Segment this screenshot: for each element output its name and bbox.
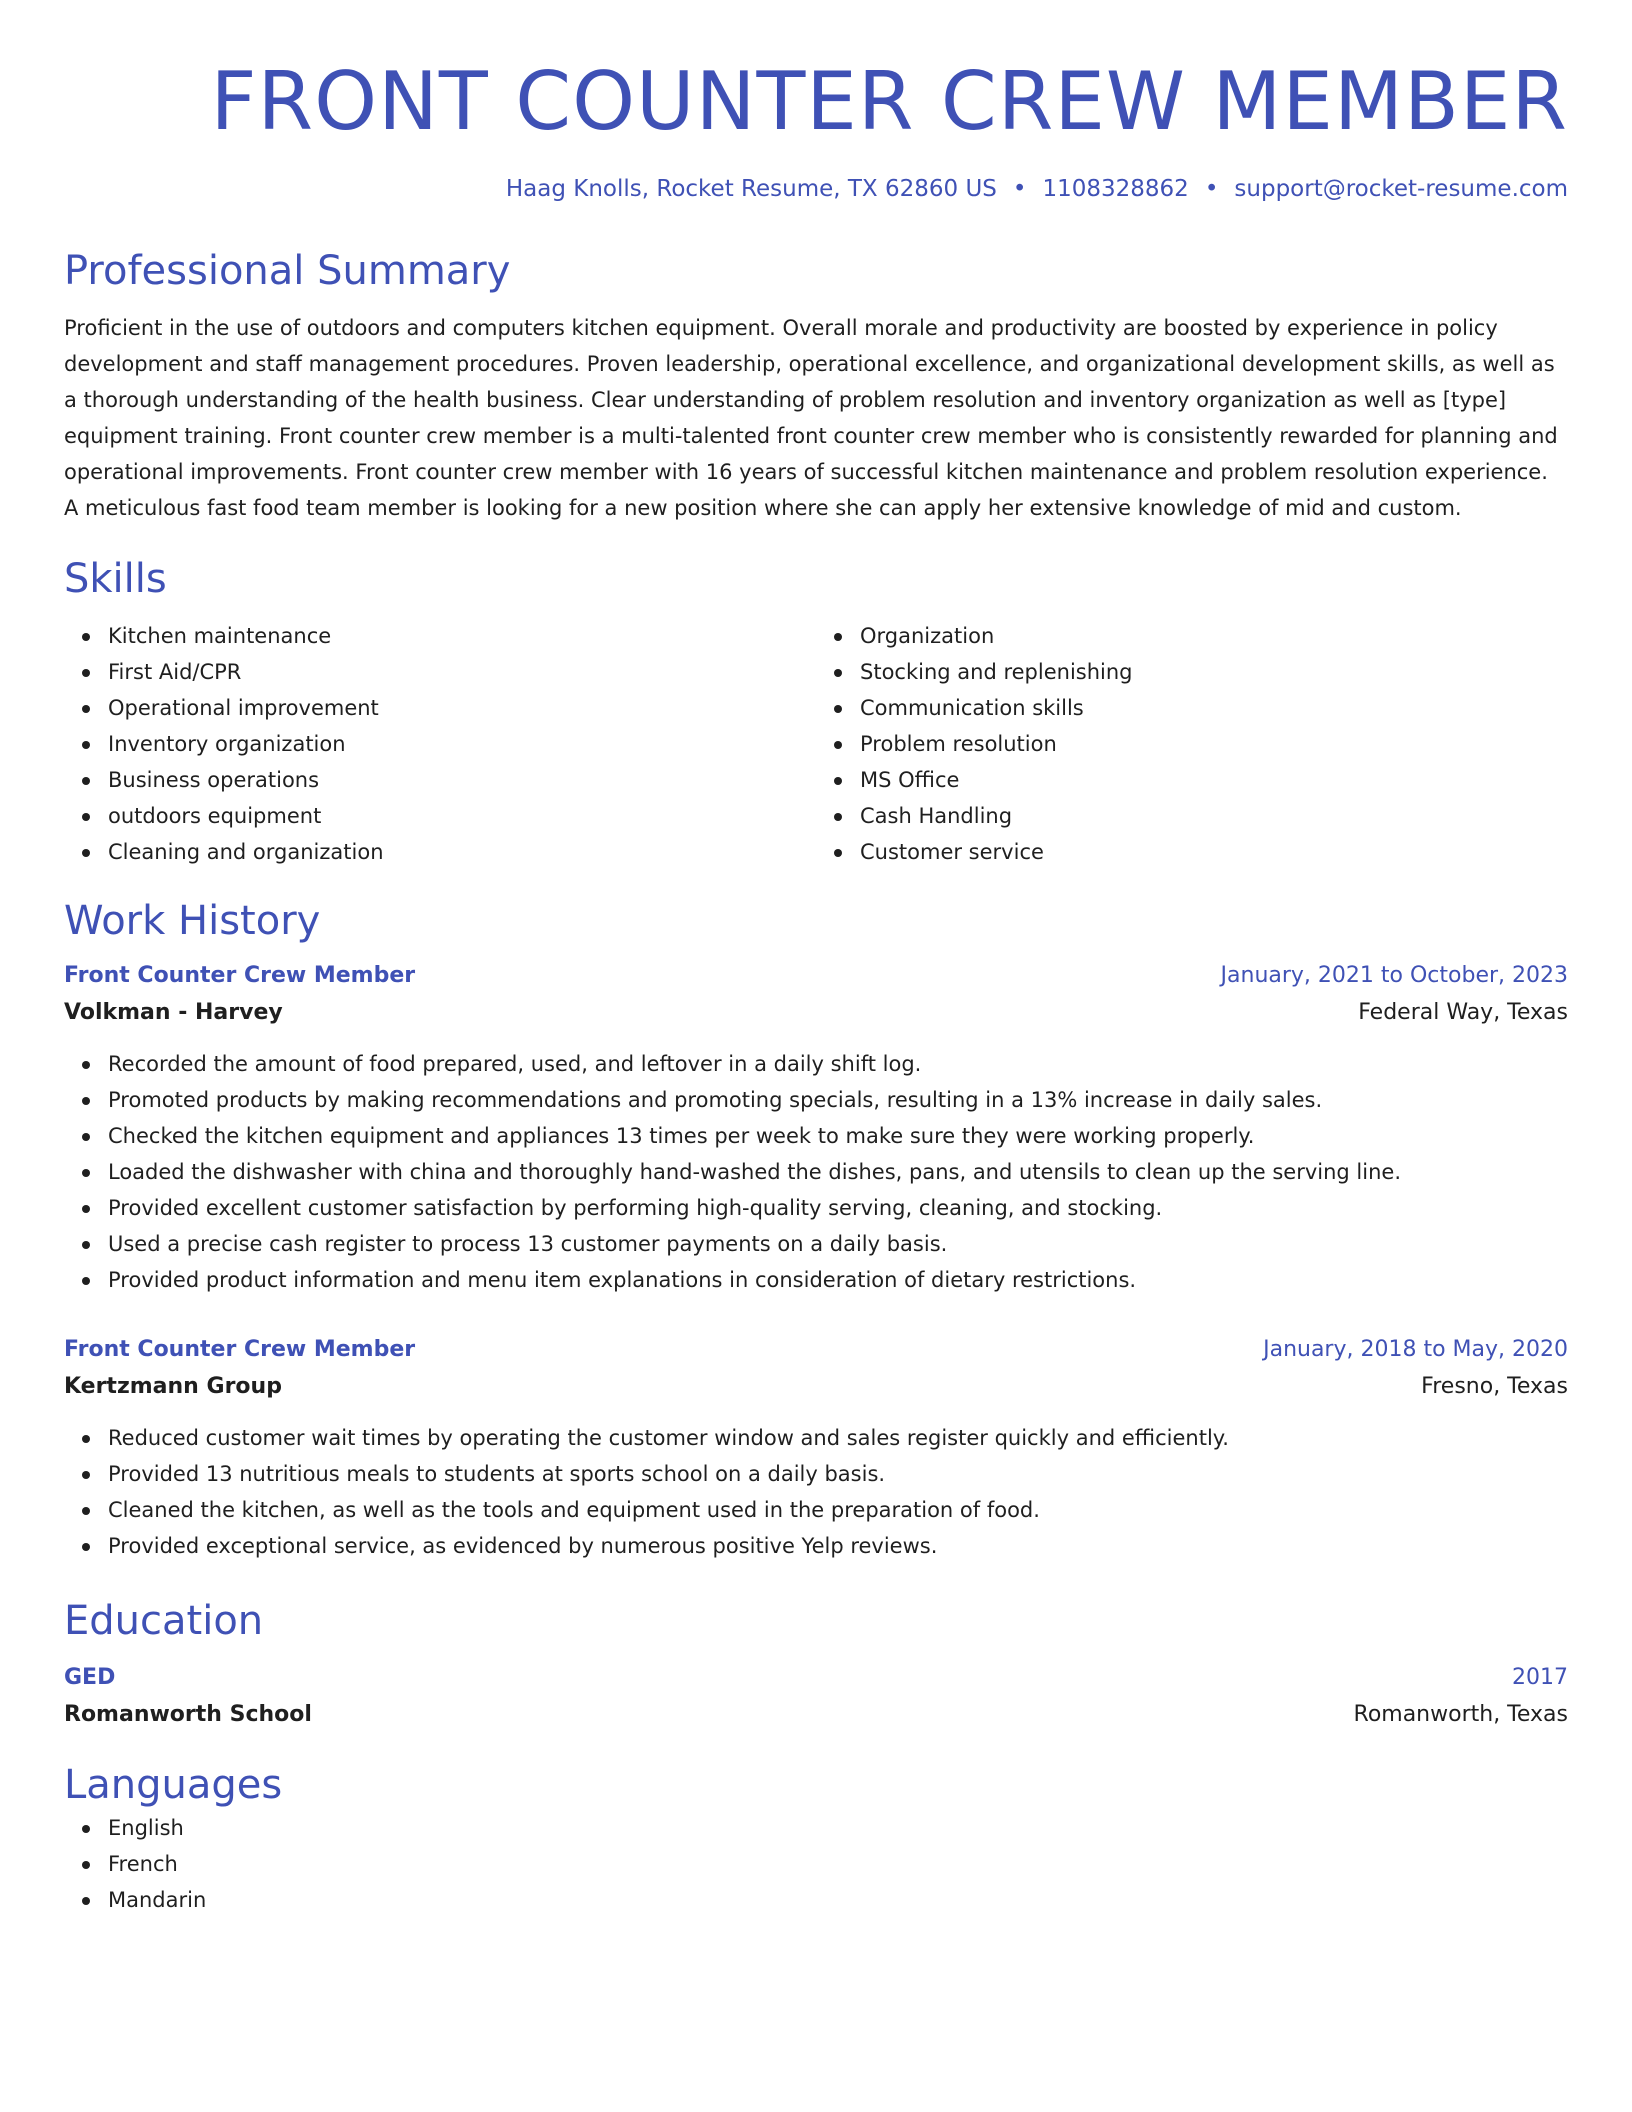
skill-item: Stocking and replenishing xyxy=(860,654,1568,690)
job-entry xyxy=(64,958,1568,1298)
job-duty: Used a precise cash register to process 13 customer payments on a daily basis. xyxy=(108,1226,1568,1262)
language-item: Mandarin xyxy=(108,1882,1568,1918)
skill-item: Business operations xyxy=(108,762,816,798)
job-location: Fresno, Texas xyxy=(1421,1374,1568,1399)
language-item: French xyxy=(108,1846,1568,1882)
job-company: Volkman - Harvey xyxy=(64,1000,283,1025)
summary-heading: Professional Summary xyxy=(64,248,511,294)
job-duty: Checked the kitchen equipment and appliances 13 times per week to make sure they were working properly. xyxy=(108,1118,1568,1154)
education-school-row xyxy=(64,1696,1568,1734)
skill-item: Problem resolution xyxy=(860,726,1568,762)
skills-column-right xyxy=(816,618,1568,870)
job-duty: Provided product information and menu item explanations in consideration of dietary restrictions. xyxy=(108,1262,1568,1298)
job-duties xyxy=(64,1046,1568,1298)
languages-heading: Languages xyxy=(64,1762,283,1808)
education-heading: Education xyxy=(64,1598,264,1644)
job-entry xyxy=(64,1332,1568,1564)
job-employer xyxy=(64,1368,1568,1406)
skill-item: Communication skills xyxy=(860,690,1568,726)
contact-separator: • xyxy=(1204,176,1219,202)
skill-item: Organization xyxy=(860,618,1568,654)
skill-item: Customer service xyxy=(860,834,1568,870)
job-header xyxy=(64,958,1568,994)
job-duty: Provided 13 nutritious meals to students at sports school on a daily basis. xyxy=(108,1456,1568,1492)
contact-email: support@rocket-resume.com xyxy=(1234,176,1568,202)
job-dates: January, 2021 to October, 2023 xyxy=(1220,963,1568,988)
job-duty: Reduced customer wait times by operating the customer window and sales register quickly and efficiently. xyxy=(108,1420,1568,1456)
skill-item: Operational improvement xyxy=(108,690,816,726)
education-degree: GED xyxy=(64,1665,116,1690)
languages-list xyxy=(64,1810,1568,1918)
job-company: Kertzmann Group xyxy=(64,1374,282,1399)
contact-address: Haag Knolls, Rocket Resume, TX 62860 US xyxy=(505,176,997,202)
contact-phone: 1108328862 xyxy=(1042,176,1189,202)
skill-item: MS Office xyxy=(860,762,1568,798)
education-year: 2017 xyxy=(1512,1665,1568,1690)
summary-text: Proficient in the use of outdoors and computers kitchen equipment. Overall morale and productivity are boosted by experience in policy development and staff management procedures. Proven leadership, operational excellence, and organizational development skills, as well as a thorough understanding of the health business. Clear understanding of problem resolution and inventory organization as well as [type] equipment training. Front counter crew member is a multi-talented front counter crew member who is consistently rewarded for planning and operational improvements. Front counter crew member with 16 years of successful kitchen maintenance and problem resolution experience. A meticulous fast food team member is looking for a new position where she can apply her extensive knowledge of mid and custom. xyxy=(64,316,1558,520)
job-title: Front Counter Crew Member xyxy=(64,963,416,988)
job-duty: Promoted products by making recommendations and promoting specials, resulting in a 13% increase in daily sales. xyxy=(108,1082,1568,1118)
job-duty: Loaded the dishwasher with china and thoroughly hand-washed the dishes, pans, and utensils to clean up the serving line. xyxy=(108,1154,1568,1190)
contact-separator: • xyxy=(1012,176,1027,202)
skills-column-left xyxy=(64,618,816,870)
skill-item: Kitchen maintenance xyxy=(108,618,816,654)
job-duty: Provided exceptional service, as evidenced by numerous positive Yelp reviews. xyxy=(108,1528,1568,1564)
contact-line xyxy=(64,174,1568,204)
job-dates: January, 2018 to May, 2020 xyxy=(1263,1337,1568,1362)
education-school: Romanworth School xyxy=(64,1702,312,1727)
job-duties xyxy=(64,1420,1568,1564)
job-header xyxy=(64,1332,1568,1368)
candidate-name: FRONT COUNTER CREW MEMBER xyxy=(210,55,1568,148)
job-title: Front Counter Crew Member xyxy=(64,1337,416,1362)
skill-item: First Aid/CPR xyxy=(108,654,816,690)
work-history-heading: Work History xyxy=(64,898,321,944)
skills-list xyxy=(64,618,1568,870)
job-duty: Recorded the amount of food prepared, used, and leftover in a daily shift log. xyxy=(108,1046,1568,1082)
skill-item: Inventory organization xyxy=(108,726,816,762)
education-location: Romanworth, Texas xyxy=(1353,1702,1568,1727)
job-employer xyxy=(64,994,1568,1032)
education-entry xyxy=(64,1660,1568,1734)
job-location: Federal Way, Texas xyxy=(1358,1000,1568,1025)
skills-heading: Skills xyxy=(64,556,167,602)
skill-item: outdoors equipment xyxy=(108,798,816,834)
skill-item: Cleaning and organization xyxy=(108,834,816,870)
language-item: English xyxy=(108,1810,1568,1846)
skill-item: Cash Handling xyxy=(860,798,1568,834)
education-header xyxy=(64,1660,1568,1696)
job-duty: Cleaned the kitchen, as well as the tools and equipment used in the preparation of food. xyxy=(108,1492,1568,1528)
job-duty: Provided excellent customer satisfaction by performing high-quality serving, cleaning, and stocking. xyxy=(108,1190,1568,1226)
